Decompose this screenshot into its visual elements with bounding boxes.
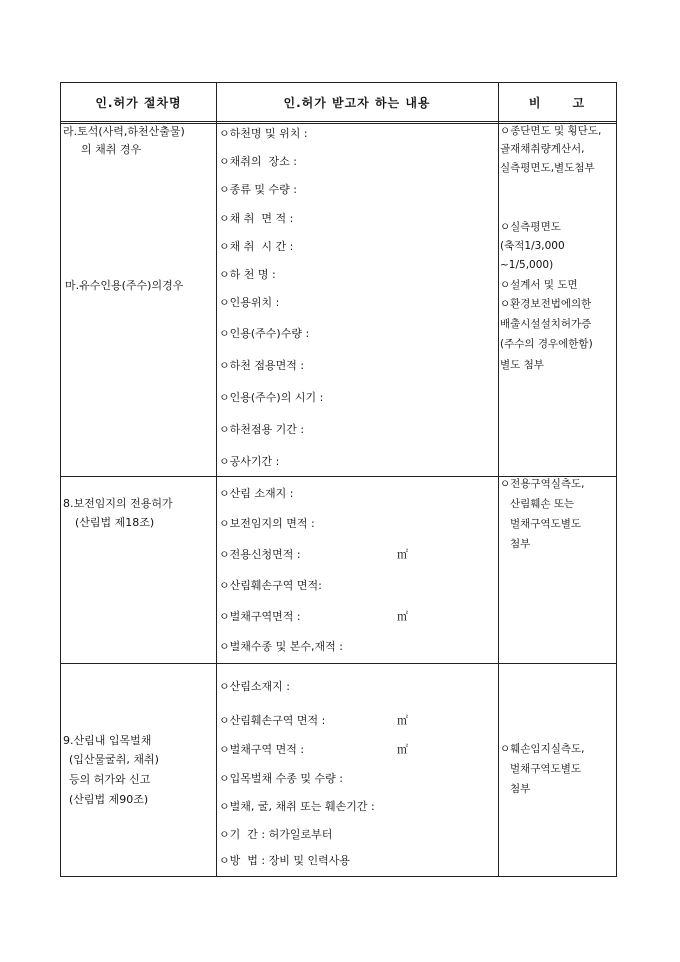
row-divider-2 xyxy=(61,663,616,664)
section3-remark: ㅇ훼손임지실측도, xyxy=(500,743,585,755)
section1-remark: ~1/5,000) xyxy=(500,259,554,271)
section1-remark: 별도 첨부 xyxy=(500,359,544,371)
section3-item: ㅇ입목벌채 수종 및 수량 : xyxy=(219,772,343,785)
section1-name-a-line1: 라.토석(사력,하천산출물) xyxy=(63,125,185,138)
section2-name-line1: 8.보전임지의 전용허가 xyxy=(63,497,173,510)
column-divider-2 xyxy=(498,83,499,876)
section1-name-b: 마.유수인용(주수)의경우 xyxy=(65,279,184,292)
section1-remark: (축적1/3,000 xyxy=(500,240,565,252)
section2-item: ㅇ전용신청면적 : xyxy=(219,548,301,561)
permit-table xyxy=(60,82,617,877)
section1-item: ㅇ채 취 면 적 : xyxy=(219,212,294,225)
section3-name-line1: 9.산림내 입목벌채 xyxy=(63,734,152,747)
section1-item: ㅇ채취의 장소 : xyxy=(219,155,297,168)
header-remarks: 비 고 xyxy=(528,96,586,110)
section1-item: ㅇ하 천 명 : xyxy=(219,268,276,281)
section2-name-line2: (산림법 제18조) xyxy=(75,516,155,529)
section3-item: ㅇ기 간 : 허가일로부터 xyxy=(219,828,333,841)
section1-remark: ㅇ환경보전법에의한 xyxy=(500,298,592,310)
section3-name-line3: 등의 허가와 신고 xyxy=(69,773,151,786)
section3-item: ㅇ산림훼손구역 면적 : xyxy=(219,714,326,727)
section2-remark: 첨부 xyxy=(510,538,531,550)
section1-remark: ㅇ종단면도 및 횡단도, xyxy=(500,125,602,137)
section3-name-line4: (산림법 제90조) xyxy=(69,793,149,806)
section2-item: ㅇ벌채수종 및 본수,재적 : xyxy=(219,640,343,653)
section1-remark: (주수의 경우에한함) xyxy=(500,338,593,350)
section1-remark: 실측평면도,별도첨부 xyxy=(500,162,595,174)
section2-item: ㅇ산림 소재지 : xyxy=(219,487,294,500)
section1-item: ㅇ공사기간 : xyxy=(219,455,280,468)
section2-item: ㅇ벌채구역면적 : xyxy=(219,610,301,623)
section1-item: ㅇ인용(주수)수량 : xyxy=(219,327,310,340)
column-divider-1 xyxy=(216,83,217,876)
section1-remark: 골재채취량계산서, xyxy=(500,143,585,155)
area-unit: ㎡ xyxy=(397,743,408,756)
section1-item: ㅇ채 취 시 간 : xyxy=(219,240,294,253)
header-permit-content: 인.허가 받고자 하는 내용 xyxy=(283,96,431,110)
section3-name-line2: (입산물굴취, 채취) xyxy=(69,753,159,766)
section3-remark: 첨부 xyxy=(510,783,531,795)
section3-item: ㅇ벌채, 굴, 채취 또는 훼손기간 : xyxy=(219,800,375,813)
section3-item: ㅇ산림소재지 : xyxy=(219,680,290,693)
section1-item: ㅇ하천명 및 위치 : xyxy=(219,127,308,140)
section1-item: ㅇ인용(주수)의 시기 : xyxy=(219,391,324,404)
section1-item: ㅇ하천점용 기간 : xyxy=(219,423,305,436)
section2-item: ㅇ보전임지의 면적 : xyxy=(219,517,315,530)
section3-item: ㅇ방 법 : 장비 및 인력사용 xyxy=(219,854,350,867)
section1-item: ㅇ하천 점용면적 : xyxy=(219,359,305,372)
section3-remark: 벌채구역도별도 xyxy=(510,763,582,775)
section1-remark: 배출시설설치허가증 xyxy=(500,318,592,330)
section1-item: ㅇ인용위치 : xyxy=(219,296,280,309)
section1-remark: ㅇ설계서 및 도면 xyxy=(500,279,578,291)
area-unit: ㎡ xyxy=(397,714,408,727)
section2-item: ㅇ산림훼손구역 면적: xyxy=(219,579,322,592)
section1-remark: ㅇ실측평면도 xyxy=(500,221,561,233)
section3-item: ㅇ벌채구역 면적 : xyxy=(219,743,305,756)
row-divider-1 xyxy=(61,476,616,477)
section2-remark: 산림훼손 또는 xyxy=(510,498,575,510)
section2-remark: ㅇ전용구역실측도, xyxy=(500,478,585,490)
area-unit: ㎡ xyxy=(397,548,408,561)
area-unit: ㎡ xyxy=(397,610,408,623)
header-procedure-name: 인.허가 절차명 xyxy=(95,96,182,110)
section1-item: ㅇ종류 및 수량 : xyxy=(219,183,297,196)
section2-remark: 벌채구역도별도 xyxy=(510,518,582,530)
section1-name-a-line2: 의 채취 경우 xyxy=(81,143,142,156)
